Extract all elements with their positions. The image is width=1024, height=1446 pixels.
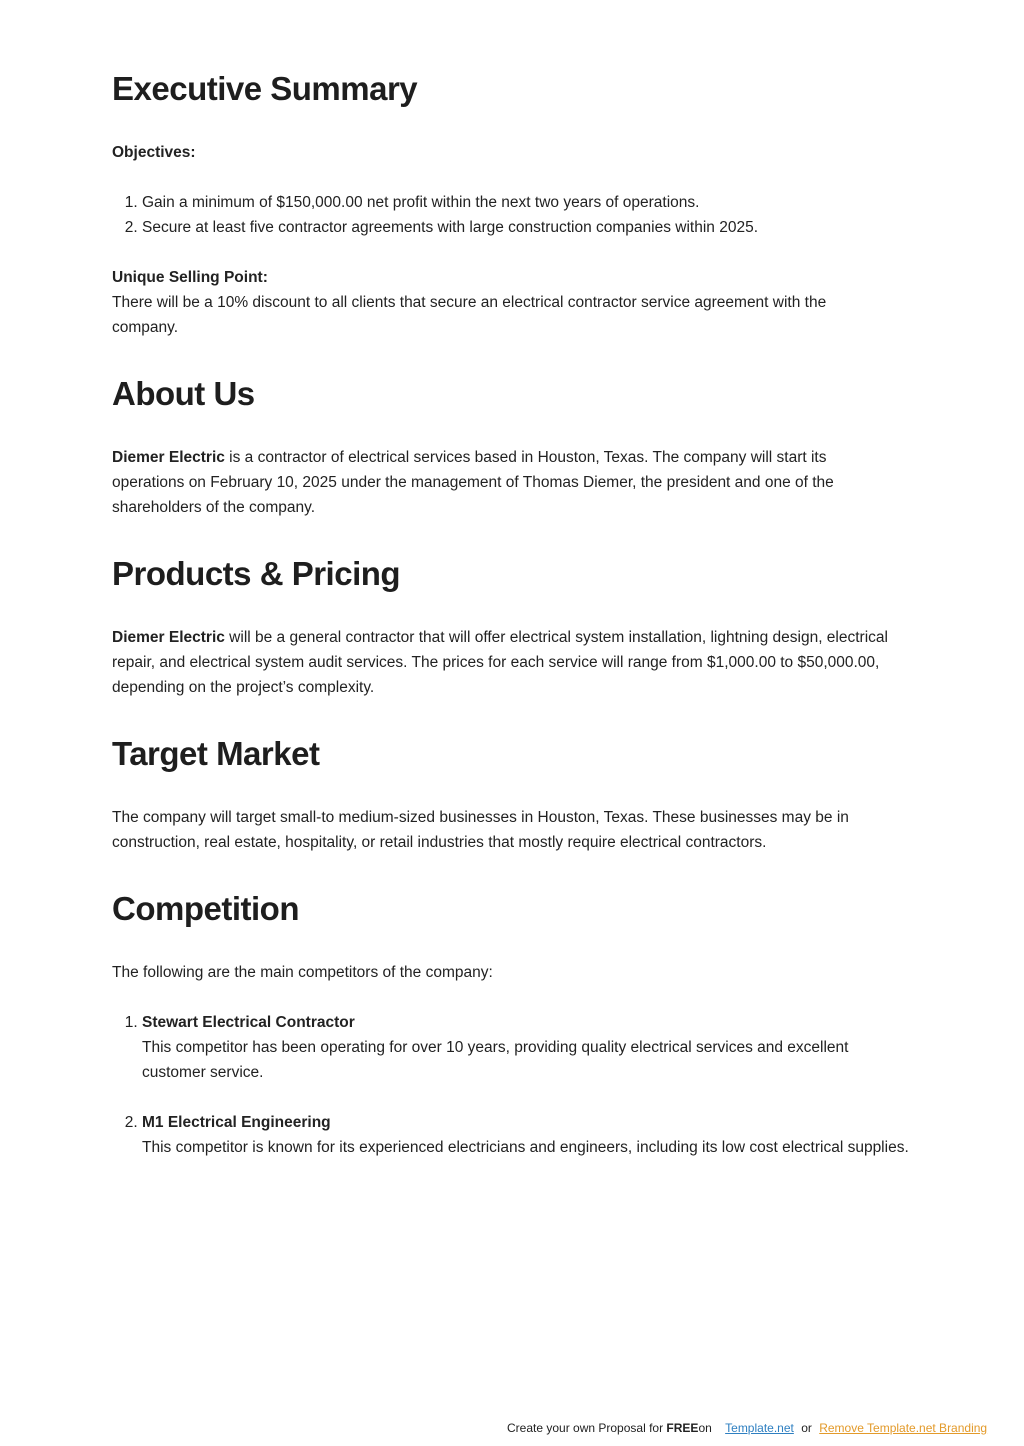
competition-intro: The following are the main competitors of the company: bbox=[112, 964, 493, 981]
target-market-heading: Target Market bbox=[112, 735, 320, 772]
company-name: Diemer Electric bbox=[112, 449, 225, 466]
list-item: 2. Secure at least five contractor agreements with large construction companies within 2025. bbox=[142, 215, 942, 240]
list-item: 1. Gain a minimum of $150,000.00 net profit within the next two years of operations. bbox=[142, 190, 942, 215]
about-us-paragraph: Diemer Electric is a contractor of electrical services based in Houston, Texas. The company will start its operations on February 10, 2025 under the management of Thomas Diemer, the president and one of the shareholders of the company. bbox=[112, 449, 834, 516]
competition-heading: Competition bbox=[112, 890, 299, 927]
products-pricing-heading: Products & Pricing bbox=[112, 555, 401, 592]
unique-selling-point bbox=[112, 265, 892, 340]
target-market-paragraph: The company will target small-to medium-sized businesses in Houston, Texas. These businesses may be in construction, real estate, hospitality, or retail industries that mostly require electrical contractors. bbox=[112, 809, 849, 851]
objectives-list bbox=[112, 190, 942, 240]
usp-text: There will be a 10% discount to all clients that secure an electrical contractor service agreement with the company. bbox=[112, 294, 827, 336]
list-item bbox=[142, 1110, 942, 1160]
template-footer bbox=[507, 1418, 987, 1438]
footer-on: on bbox=[698, 1421, 712, 1435]
footer-prefix: Create your own Proposal for bbox=[507, 1421, 667, 1435]
footer-or: or bbox=[801, 1421, 812, 1435]
company-name: Diemer Electric bbox=[112, 629, 225, 646]
competitor-name: M1 Electrical Engineering bbox=[142, 1114, 331, 1131]
about-us-heading: About Us bbox=[112, 375, 255, 412]
competitor-name: Stewart Electrical Contractor bbox=[142, 1014, 355, 1031]
template-net-link[interactable]: Template.net bbox=[725, 1421, 794, 1435]
usp-label: Unique Selling Point: bbox=[112, 269, 268, 286]
executive-summary-heading: Executive Summary bbox=[112, 70, 418, 107]
competitors-list bbox=[112, 1010, 942, 1185]
list-item bbox=[142, 1010, 942, 1085]
competitor-description: This competitor has been operating for over 10 years, providing quality electrical services and excellent customer service. bbox=[142, 1039, 849, 1081]
objectives-label: Objectives: bbox=[112, 144, 196, 161]
products-pricing-paragraph: Diemer Electric will be a general contractor that will offer electrical system installation, lightning design, electrical repair, and electrical system audit services. The prices for each service will range from $1,000.00 to $50,000.00, depending on the project’s complexity. bbox=[112, 629, 888, 696]
remove-branding-link[interactable]: Remove Template.net Branding bbox=[819, 1421, 988, 1435]
footer-free: FREE bbox=[666, 1421, 699, 1435]
competitor-description: This competitor is known for its experienced electricians and engineers, including its low cost electrical supplies. bbox=[142, 1139, 909, 1156]
